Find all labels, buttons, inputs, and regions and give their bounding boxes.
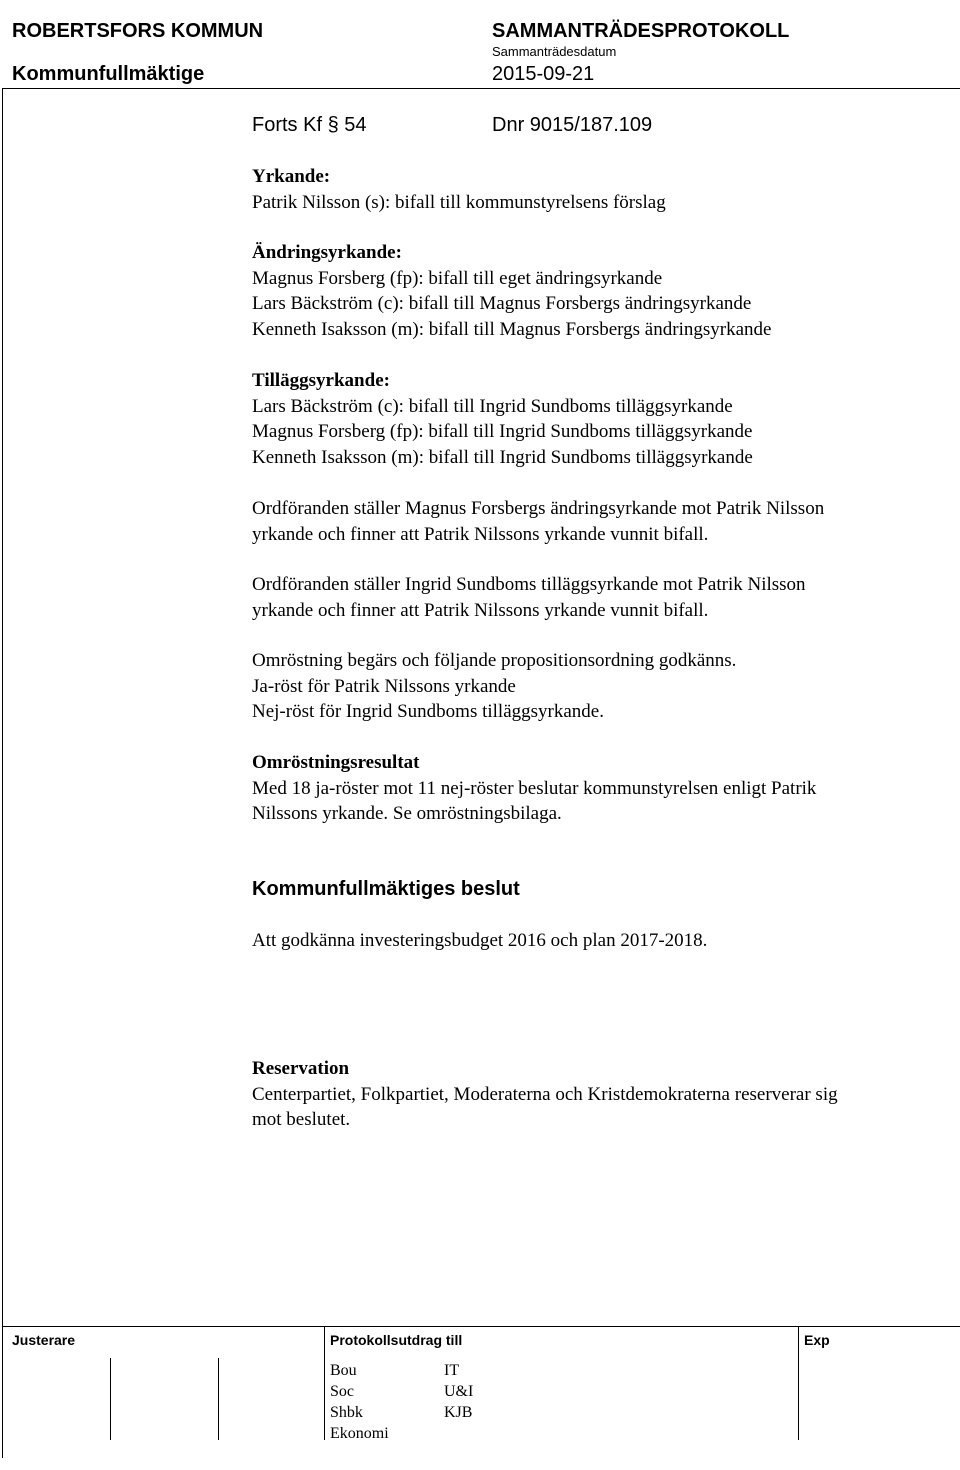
recipient: IT (444, 1362, 460, 1379)
text-line: Nilssons yrkande. Se omröstningsbilaga. (252, 803, 562, 825)
signature-box-divider (218, 1358, 219, 1440)
header-rule (2, 88, 960, 89)
text-line: yrkande och finner att Patrik Nilssons yrkande vunnit bifall. (252, 523, 709, 545)
meeting-date: 2015-09-21 (492, 63, 595, 85)
body-name: Kommunfullmäktige (12, 63, 205, 85)
text-line: Kenneth Isaksson (m): bifall till Magnus Forsbergs ändringsyrkande (252, 318, 772, 340)
section-reservation (252, 1056, 838, 1133)
text-line: Lars Bäckström (c): bifall till Ingrid Sundboms tilläggsyrkande (252, 395, 733, 417)
recipients-col2 (444, 1360, 473, 1423)
text-line: Magnus Forsberg (fp): bifall till Ingrid Sundboms tilläggsyrkande (252, 421, 753, 443)
text-line: Ordföranden ställer Ingrid Sundboms tilläggsyrkande mot Patrik Nilsson (252, 574, 806, 595)
protokollsutdrag-label: Protokollsutdrag till (330, 1332, 463, 1348)
footer-rule (2, 1326, 960, 1327)
section-title: Tilläggsyrkande: (252, 370, 390, 391)
section-title: Yrkande: (252, 166, 331, 187)
dnr: Dnr 9015/187.109 (492, 114, 653, 136)
footer-column-divider (798, 1326, 799, 1440)
text-line: Att godkänna investeringsbudget 2016 och plan 2017-2018. (252, 930, 708, 951)
date-label: Sammanträdesdatum (492, 44, 617, 59)
text-line: Nej-röst för Ingrid Sundboms tilläggsyrkande. (252, 701, 604, 723)
exp-label: Exp (804, 1332, 830, 1348)
recipients-col1 (330, 1360, 389, 1444)
paragraph-symbol: § (327, 114, 339, 136)
section-yrkande (252, 164, 666, 215)
text-line: Ordföranden ställer Magnus Forsbergs ändringsyrkande mot Patrik Nilsson (252, 498, 825, 519)
text-line: Lars Bäckström (c): bifall till Magnus Forsbergs ändringsyrkande (252, 293, 752, 315)
recipient: U&I (444, 1383, 474, 1400)
recipient: Bou (330, 1362, 357, 1379)
paragraph-ordforanden-1 (252, 496, 824, 547)
text-line: mot beslutet. (252, 1109, 351, 1131)
section-tillaggsyrkande (252, 368, 753, 470)
footer-column-divider (324, 1326, 325, 1440)
text-line: Kenneth Isaksson (m): bifall till Ingrid Sundboms tilläggsyrkande (252, 446, 753, 468)
text-line: Med 18 ja-röster mot 11 nej-röster beslutar kommunstyrelsen enligt Patrik (252, 777, 817, 799)
section-title: Reservation (252, 1058, 350, 1079)
recipient: KJB (444, 1404, 473, 1421)
text-line: Magnus Forsberg (fp): bifall till eget ändringsyrkande (252, 267, 663, 289)
section-andringsyrkande (252, 240, 771, 342)
paragraph-number: 54 (344, 114, 367, 136)
section-omrostningsresultat (252, 750, 816, 827)
org-name: ROBERTSFORS KOMMUN (12, 20, 264, 42)
left-border (2, 88, 3, 1458)
forts-label: Forts Kf (252, 114, 323, 136)
text-line: Centerpartiet, Folkpartiet, Moderaterna och Kristdemokraterna reserverar sig (252, 1083, 838, 1105)
recipient: Ekonomi (330, 1425, 389, 1442)
recipient: Soc (330, 1383, 354, 1400)
document-type: SAMMANTRÄDESPROTOKOLL (492, 20, 790, 42)
recipient: Shbk (330, 1404, 363, 1421)
text-line: Ja-röst för Patrik Nilssons yrkande (252, 675, 516, 697)
signature-box-divider (110, 1358, 111, 1440)
section-beslut (252, 928, 707, 954)
text-line: Patrik Nilsson (s): bifall till kommunstyrelsens förslag (252, 191, 666, 213)
paragraph-ordforanden-2 (252, 572, 806, 623)
paragraph-omrostning (252, 648, 736, 725)
text-line: Omröstning begärs och följande propositionsordning godkänns. (252, 650, 737, 671)
section-title: Ändringsyrkande: (252, 242, 402, 263)
justerare-label: Justerare (12, 1332, 76, 1348)
text-line: yrkande och finner att Patrik Nilssons yrkande vunnit bifall. (252, 599, 709, 621)
case-reference (252, 114, 367, 137)
section-title: Omröstningsresultat (252, 752, 420, 773)
section-beslut-title: Kommunfullmäktiges beslut (252, 878, 520, 900)
